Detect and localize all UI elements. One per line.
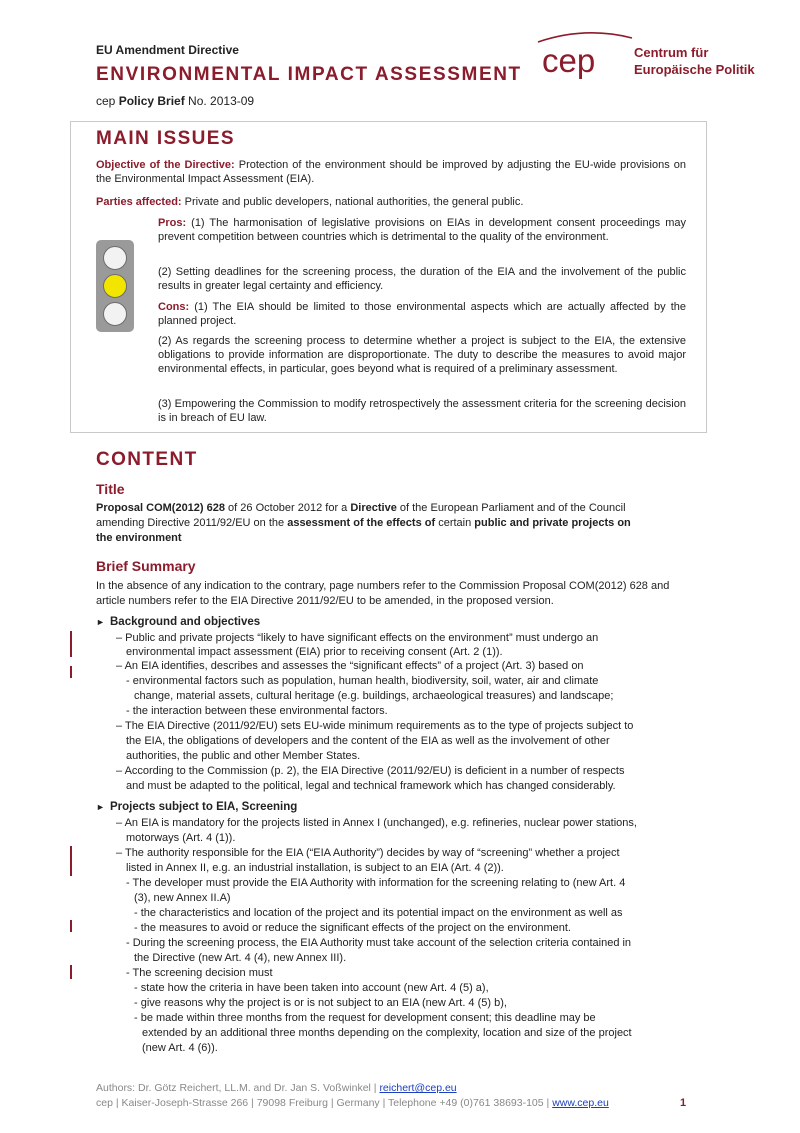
main-issues-heading: MAIN ISSUES xyxy=(96,128,235,149)
section1-line: the EIA, the obligations of developers and the content of the EIA as well as the involvement of other xyxy=(126,735,610,747)
policy-brief-number: cep Policy Brief No. 2013-09 xyxy=(96,94,255,108)
brief-summary-subheading: Brief Summary xyxy=(96,558,196,574)
pros-paragraph-1: Pros: (1) The harmonisation of legislative provisions on EIAs in development consent proceedings may prevent competition between countries which is detrimental to the quality of the environment. xyxy=(158,217,686,243)
section2-line: (3), new Annex II.A) xyxy=(134,892,231,904)
title-line-3: the environment xyxy=(96,532,182,544)
cons-paragraph-1: Cons: (1) The EIA should be limited to those environmental aspects which are actually affected by the planned project. xyxy=(158,301,686,327)
section1-line: change, material assets, cultural heritage (e.g. buildings, archaeological treasures) and landscape; xyxy=(134,690,614,702)
title-subheading: Title xyxy=(96,481,125,497)
section2-line: - The screening decision must xyxy=(126,967,273,979)
objective-paragraph: Objective of the Directive: Protection of the environment should be improved by adjusting the EU-wide provisions on the Environmental Impact Assessment (EIA). xyxy=(96,159,686,185)
section2-line: listed in Annex II, e.g. an industrial installation, is subject to an EIA (Art. 4 (2)). xyxy=(126,862,504,874)
section2-line: – The authority responsible for the EIA (“EIA Authority”) decides by way of “screening” whether a project xyxy=(116,847,620,859)
section1-line: - the interaction between these environmental factors. xyxy=(126,705,388,717)
website-link[interactable]: www.cep.eu xyxy=(552,1097,609,1109)
logo-wordmark: Centrum für Europäische Politik xyxy=(634,45,755,77)
arrow-bullet-icon: ► xyxy=(96,617,105,627)
logo-mark: cep xyxy=(542,42,596,79)
section2-line: - be made within three months from the request for development consent; this deadline may be xyxy=(134,1012,596,1024)
summary-intro-line-1: In the absence of any indication to the contrary, page numbers refer to the Commission Proposal COM(2012) 628 and xyxy=(96,580,670,592)
footer-authors: Authors: Dr. Götz Reichert, LL.M. and Dr. Jan S. Voßwinkel | reichert@cep.eu xyxy=(96,1082,457,1094)
document-title: ENVIRONMENTAL IMPACT ASSESSMENT xyxy=(96,64,522,85)
pros-paragraph-2: (2) Setting deadlines for the screening process, the duration of the EIA and the involvement of the public results in greater legal certainty and efficiency. xyxy=(158,266,686,292)
section2-line: the Directive (new Art. 4 (4), new Annex III). xyxy=(134,952,347,964)
section2-line: – An EIA is mandatory for the projects listed in Annex I (unchanged), e.g. refineries, nuclear power stations, xyxy=(116,817,637,829)
arrow-bullet-icon: ► xyxy=(96,802,105,812)
change-marker-bar xyxy=(70,965,72,979)
section2-line: - the characteristics and location of the project and its potential impact on the environment as well as xyxy=(134,907,623,919)
cons-paragraph-3: (3) Empowering the Commission to modify retrospectively the assessment criteria for the screening decision is in breach of EU law. xyxy=(158,398,686,424)
section1-line: and must be adapted to the political, legal and technical framework which has changed considerably. xyxy=(126,780,616,792)
traffic-light-top-lamp xyxy=(103,246,127,270)
section1-line: environmental impact assessment (EIA) prior to receiving consent (Art. 2 (1)). xyxy=(126,646,503,658)
section2-line: (new Art. 4 (6)). xyxy=(142,1042,218,1054)
content-heading: CONTENT xyxy=(96,449,198,470)
section2-line: - the measures to avoid or reduce the significant effects of the project on the environment. xyxy=(134,922,571,934)
change-marker-bar xyxy=(70,666,72,678)
summary-intro-line-2: article numbers refer to the EIA Directive 2011/92/EU to be amended, in the proposed version. xyxy=(96,595,554,607)
title-line-1: Proposal COM(2012) 628 of 26 October 2012 for a Directive of the European Parliament and of the Council xyxy=(96,502,626,514)
section1-line: – Public and private projects “likely to have significant effects on the environment” must undergo an xyxy=(116,632,599,644)
section-background-heading: ► Background and objectives xyxy=(96,616,261,628)
section-screening-heading: ► Projects subject to EIA, Screening xyxy=(96,801,298,813)
traffic-light-bottom-lamp xyxy=(103,302,127,326)
page-number: 1 xyxy=(680,1097,687,1109)
change-marker-bar xyxy=(70,846,72,876)
footer-address: cep | Kaiser-Joseph-Strasse 266 | 79098 Freiburg | Germany | Telephone +49 (0)761 38693-105 | www.cep.eu xyxy=(96,1097,609,1109)
section1-line: – An EIA identifies, describes and assesses the “significant effects” of a project (Art. 3) based on xyxy=(116,660,584,672)
section1-line: authorities, the public and other Member States. xyxy=(126,750,361,762)
author-email-link[interactable]: reichert@cep.eu xyxy=(379,1082,457,1094)
change-marker-bar xyxy=(70,920,72,932)
section2-line: - The developer must provide the EIA Authority with information for the screening relating to (new Art. 4 xyxy=(126,877,626,889)
cons-paragraph-2: (2) As regards the screening process to determine whether a project is subject to the EIA, the extensive obligations to provide information are disproportionate. The duty to describe the measures to avoid major environmental effects, in particular, goes beyond what is required of a preliminary assessment. xyxy=(158,335,686,375)
title-line-2: amending Directive 2011/92/EU on the assessment of the effects of certain public and private projects on xyxy=(96,517,631,529)
section2-line: extended by an additional three months depending on the complexity, location and size of the project xyxy=(142,1027,632,1039)
section2-line: motorways (Art. 4 (1)). xyxy=(126,832,236,844)
parties-paragraph: Parties affected: Private and public developers, national authorities, the general public. xyxy=(96,196,524,208)
section1-line: – According to the Commission (p. 2), the EIA Directive (2011/92/EU) is deficient in a number of respects xyxy=(116,765,625,777)
traffic-light-icon xyxy=(96,240,134,332)
section1-line: - environmental factors such as population, human health, biodiversity, soil, water, air and climate xyxy=(126,675,599,687)
traffic-light-yellow-lamp xyxy=(103,274,127,298)
section1-line: – The EIA Directive (2011/92/EU) sets EU-wide minimum requirements as to the type of projects subject to xyxy=(116,720,634,732)
change-marker-bar xyxy=(70,631,72,657)
section2-line: - state how the criteria in have been taken into account (new Art. 4 (5) a), xyxy=(134,982,489,994)
document-kicker: EU Amendment Directive xyxy=(96,43,239,57)
section2-line: - give reasons why the project is or is not subject to an EIA (new Art. 4 (5) b), xyxy=(134,997,507,1009)
section2-line: - During the screening process, the EIA Authority must take account of the selection criteria contained in xyxy=(126,937,632,949)
